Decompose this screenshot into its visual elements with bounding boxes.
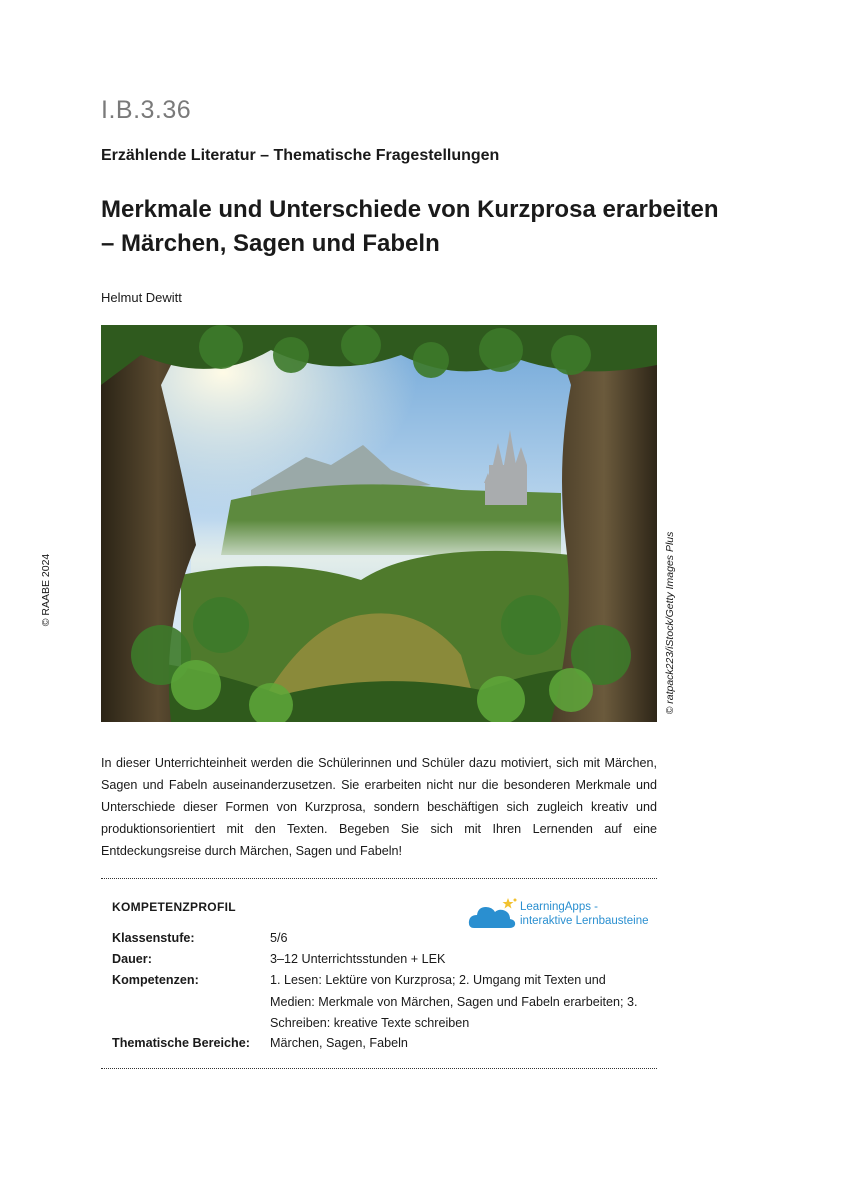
row-label: Klassenstufe: xyxy=(112,931,195,945)
hero-image-fairytale-forest xyxy=(101,325,657,722)
forest-castle-illustration xyxy=(101,325,657,722)
author-name: Helmut Dewitt xyxy=(101,290,182,305)
row-label: Thematische Bereiche: xyxy=(112,1036,250,1050)
row-label: Kompetenzen: xyxy=(112,973,199,987)
row-value: 5/6 xyxy=(270,931,288,945)
row-value: 3–12 Unterrichtsstunden + LEK xyxy=(270,952,446,966)
intro-paragraph: In dieser Unterrichteinheit werden die Schülerinnen und Schüler dazu motiviert, sich mit Märchen, Sagen und Fabeln auseinanderzusetzen. Sie erarbeiten nicht nur die besonderen Merkmale und Unterschiede dieser Formen von Kurzprosa, sondern beschäftigen sich zugleich kreativ und produktionsorientiert mit den Texten. Begeben Sie sich mit Ihren Lernenden auf eine Entdeckungsreise durch Märchen, Sagen und Fabeln! xyxy=(101,756,657,858)
page-title: Merkmale und Unterschiede von Kurzprosa erarbeiten – Märchen, Sagen und Fabeln xyxy=(101,196,719,257)
divider-top xyxy=(101,878,657,879)
kompetenzprofil-heading: KOMPETENZPROFIL xyxy=(112,900,236,914)
divider-bottom xyxy=(101,1068,657,1069)
row-value: Märchen, Sagen, Fabeln xyxy=(270,1036,408,1050)
document-code: I.B.3.36 xyxy=(101,96,192,124)
copyright-notice: © RAABE 2024 xyxy=(40,553,52,627)
subject-heading: Erzählende Literatur – Thematische Fragestellungen xyxy=(101,147,500,164)
logo-line-1: LearningApps - xyxy=(520,901,598,913)
row-label: Dauer: xyxy=(112,952,152,966)
image-credit: © ratpack223/iStock/Getty Images Plus xyxy=(664,531,676,715)
row-value: 1. Lesen: Lektüre von Kurzprosa; 2. Umgang mit Texten und Medien: Merkmale von Märchen, Sagen und Fabeln erarbeiten; 3. Schreiben: kreative Texte schreiben xyxy=(270,973,638,1030)
logo-line-2: interaktive Lernbausteine xyxy=(520,915,649,927)
